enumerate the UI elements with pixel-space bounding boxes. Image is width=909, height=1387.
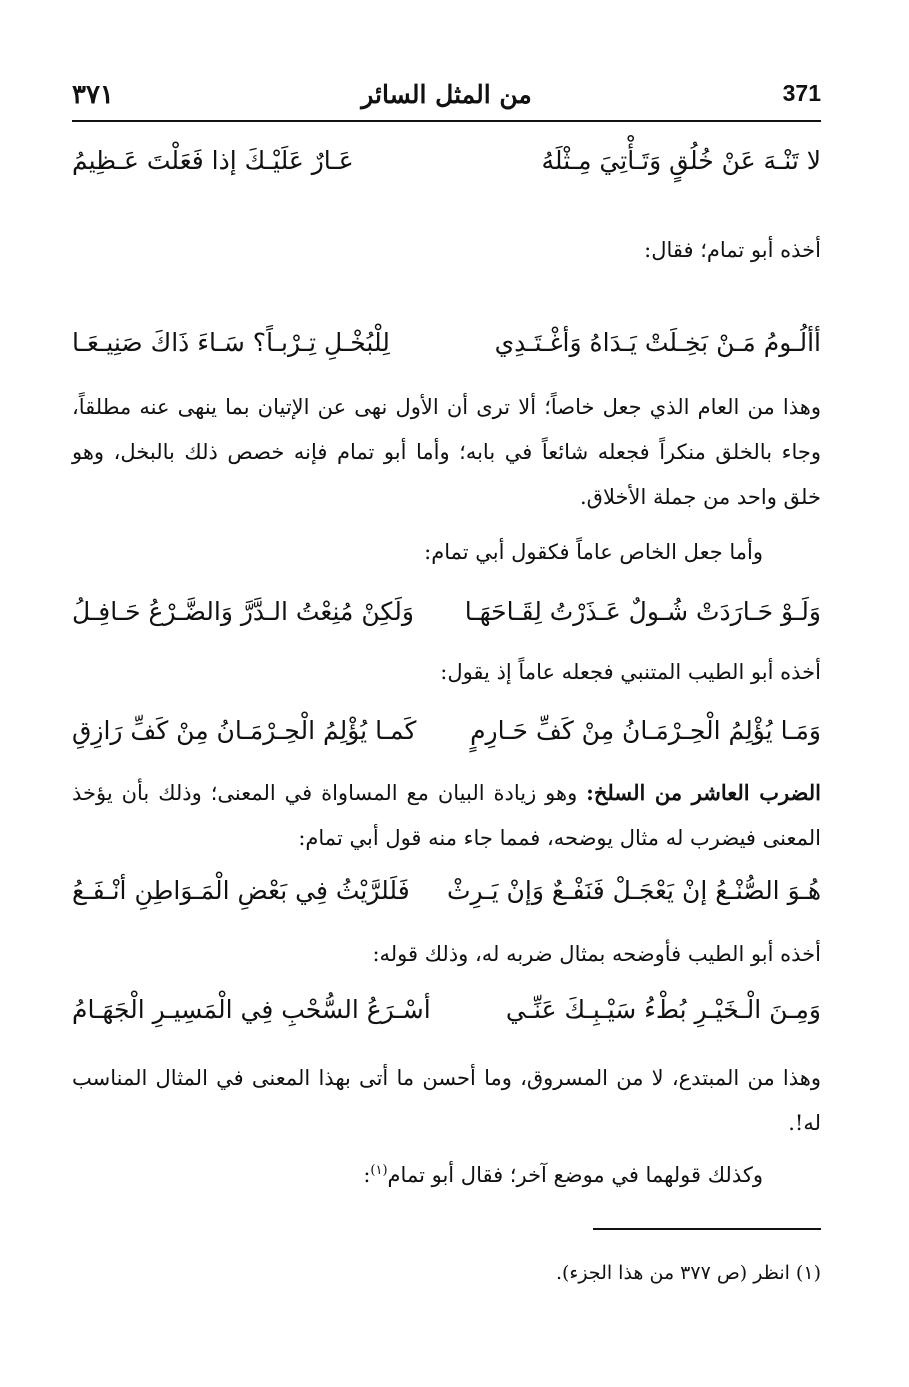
verse-hemistich-first: لا تَنْـهَ عَنْ خُلُقٍ وَتَـأْتِيَ مِـثْلَهُ [541, 146, 821, 175]
verse-hemistich-first: أألُـومُ مَـنْ بَخِـلَتْ يَـدَاهُ وَأغْـتَـدِي [494, 328, 821, 357]
page-number-arabic: ٣٧١ [72, 80, 114, 110]
paragraph-8 [72, 1148, 821, 1198]
paragraph-5-text: وهو زيادة البيان مع المساواة في المعنى؛ وذلك بأن يؤخذ المعنى فيضرب له مثال يوضحه، فمما جاء منه قول أبي تمام: [72, 781, 821, 850]
verse-6 [72, 995, 821, 1035]
verse-hemistich-first: هُـوَ الصُّنْـعُ إنْ يَعْجَـلْ فَنَفْـعٌ وَإنْ يَـرِثْ [447, 876, 821, 905]
verse-hemistich-second: كَمـا يُؤْلِمُ الْحِـرْمَـانُ مِنْ كَفِّ رَازِقِ [72, 716, 417, 745]
verse-3 [72, 597, 821, 637]
footnote-divider [593, 1228, 821, 1230]
verse-hemistich-second: أسْـرَعُ السُّحْبِ فِي الْمَسِيـرِ الْجَهَـامُ [72, 995, 431, 1024]
paragraph-7: وهذا من المبتدع، لا من المسروق، وما أحسن ما أتى بهذا المعنى في المثال المناسب له!. [72, 1066, 821, 1135]
verse-5 [72, 876, 821, 916]
verse-hemistich-first: وَلَـوْ حَـارَدَتْ شُـولٌ عَـذَرْتُ لِقَـاحَهَـا [464, 597, 821, 626]
verse-4 [72, 716, 821, 756]
paragraph-8-text: وكذلك قولهما في موضع آخر؛ فقال أبو تمام [387, 1163, 763, 1187]
paragraph-8-colon: : [363, 1163, 371, 1187]
paragraph-5 [72, 770, 821, 861]
footnote-ref[interactable]: (١) [370, 1163, 388, 1178]
running-title: من المثل السائر [361, 80, 532, 109]
verse-1 [72, 146, 821, 186]
verse-hemistich-first: وَمِـنَ الْـخَيْـرِ بُطْءُ سَيْـبِـكَ عَنِّـي [505, 995, 821, 1024]
paragraph-6: أخذه أبو الطيب فأوضحه بمثال ضربه له، وذلك قوله: [372, 942, 821, 966]
page-header [72, 74, 821, 122]
verse-hemistich-first: وَمَـا يُؤْلِمُ الْحِـرْمَـانُ مِنْ كَفِّ حَـارِمٍ [470, 716, 821, 745]
paragraph-1: أخذه أبو تمام؛ فقال: [644, 238, 821, 262]
paragraph-4: أخذه أبو الطيب المتنبي فجعله عاماً إذ يقول: [440, 660, 821, 684]
footnote: (١) انظر (ص ٣٧٧ من هذا الجزء). [555, 1262, 821, 1284]
paragraph-2: وهذا من العام الذي جعل خاصاً؛ ألا ترى أن الأول نهى عن الإتيان بما ينهى عنه مطلقاً، وجاء بالخلق منكراً فجعله شائعاً في بابه؛ وأما أبو تمام فإنه خصص ذلك بالبخل، وهو خلق واحد من جملة الأخلاق. [72, 395, 821, 509]
verse-hemistich-second: وَلَكِنْ مُنِعْتُ الـدَّرَّ وَالضَّـرْعُ حَـافِـلُ [72, 597, 414, 626]
verse-hemistich-second: عَـارٌ عَلَيْـكَ إذا فَعَلْتَ عَـظِيمُ [72, 146, 354, 175]
verse-hemistich-second: فَلَلرَّيْثُ فِي بَعْضِ الْمَـوَاطِنِ أنْـفَـعُ [72, 876, 410, 905]
section-heading: الضرب العاشر من السلخ: [586, 780, 821, 805]
page-number-latin: 371 [782, 80, 821, 106]
verse-hemistich-second: لِلْبُخْـلِ تِـرْبـاً؟ سَـاءَ ذَاكَ صَنِيـعَـا [72, 328, 390, 357]
verse-2 [72, 328, 821, 368]
paragraph-3: وأما جعل الخاص عاماً فكقول أبي تمام: [424, 540, 763, 564]
